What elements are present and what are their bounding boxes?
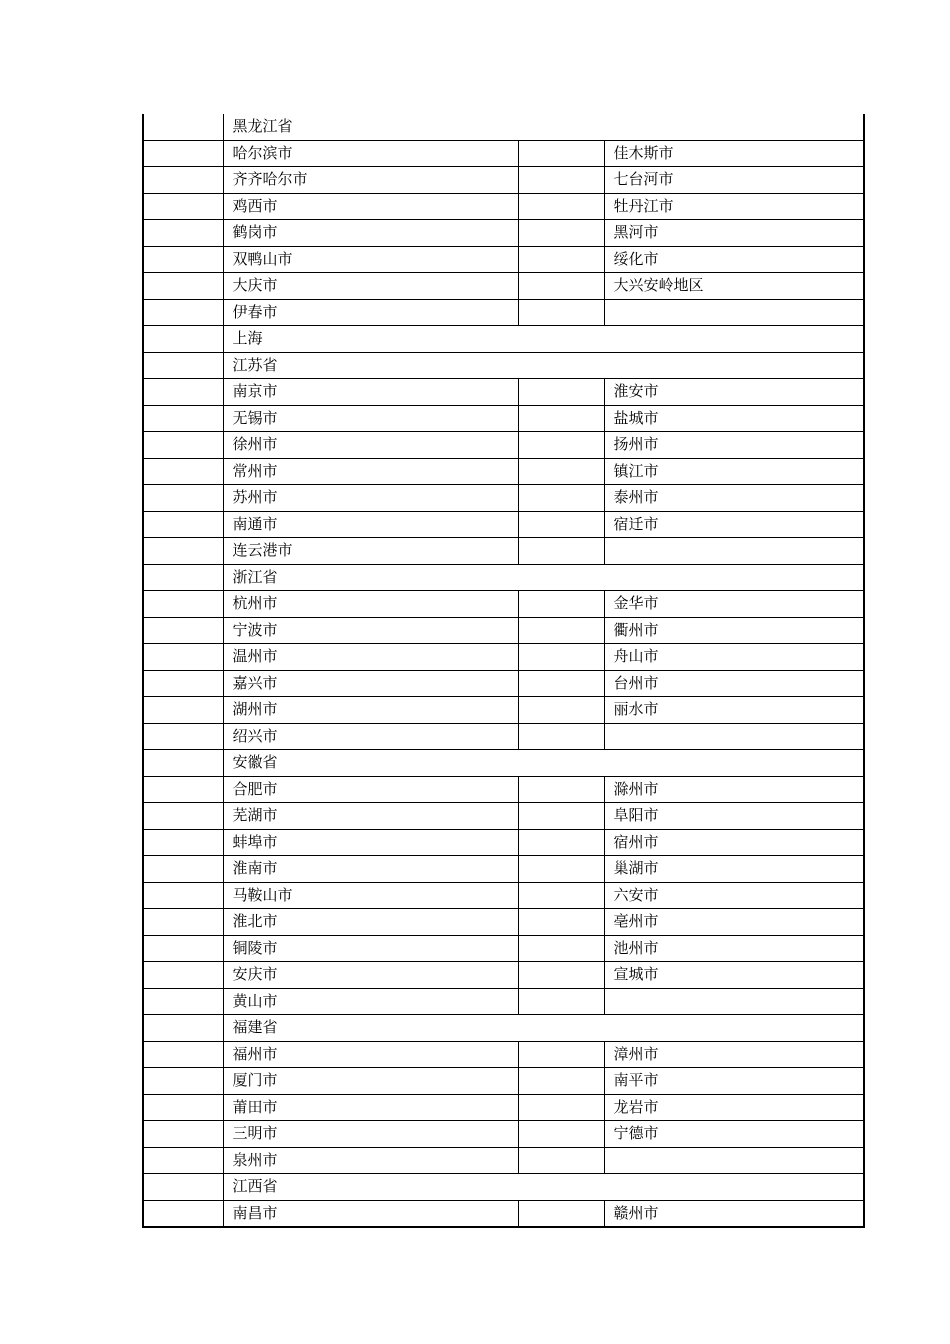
blank-cell <box>143 167 223 194</box>
blank-cell <box>143 882 223 909</box>
city-row <box>143 935 864 962</box>
blank-cell <box>143 273 223 300</box>
blank-cell <box>518 273 604 300</box>
city-row <box>143 776 864 803</box>
city-name-left: 淮南市 <box>223 856 518 883</box>
province-name: 上海 <box>223 326 864 353</box>
blank-cell <box>518 1068 604 1095</box>
blank-cell <box>143 485 223 512</box>
city-name-right: 宿州市 <box>604 829 864 856</box>
blank-cell <box>143 458 223 485</box>
city-name-right <box>604 988 864 1015</box>
city-name-left: 杭州市 <box>223 591 518 618</box>
blank-cell <box>518 591 604 618</box>
city-name-left: 鹤岗市 <box>223 220 518 247</box>
city-name-left: 黄山市 <box>223 988 518 1015</box>
city-name-right: 滁州市 <box>604 776 864 803</box>
city-row <box>143 193 864 220</box>
city-name-right: 宿迁市 <box>604 511 864 538</box>
city-name-left: 合肥市 <box>223 776 518 803</box>
city-name-right: 泰州市 <box>604 485 864 512</box>
city-name-right: 衢州市 <box>604 617 864 644</box>
blank-cell <box>518 485 604 512</box>
blank-cell <box>143 352 223 379</box>
blank-cell <box>518 1121 604 1148</box>
city-row <box>143 882 864 909</box>
city-name-left: 无锡市 <box>223 405 518 432</box>
blank-cell <box>518 1147 604 1174</box>
city-row <box>143 856 864 883</box>
city-row <box>143 273 864 300</box>
blank-cell <box>143 140 223 167</box>
blank-cell <box>518 803 604 830</box>
blank-cell <box>143 988 223 1015</box>
city-name-right: 亳州市 <box>604 909 864 936</box>
province-name: 江苏省 <box>223 352 864 379</box>
city-name-right: 绥化市 <box>604 246 864 273</box>
city-name-right <box>604 1147 864 1174</box>
city-name-left: 大庆市 <box>223 273 518 300</box>
city-name-right: 漳州市 <box>604 1041 864 1068</box>
blank-cell <box>143 644 223 671</box>
city-row <box>143 485 864 512</box>
blank-cell <box>143 697 223 724</box>
city-name-left: 福州市 <box>223 1041 518 1068</box>
province-name: 福建省 <box>223 1015 864 1042</box>
blank-cell <box>143 1147 223 1174</box>
city-row <box>143 140 864 167</box>
city-name-left: 伊春市 <box>223 299 518 326</box>
city-row <box>143 962 864 989</box>
city-name-left: 铜陵市 <box>223 935 518 962</box>
city-row <box>143 1121 864 1148</box>
city-name-right: 金华市 <box>604 591 864 618</box>
blank-cell <box>518 1041 604 1068</box>
blank-cell <box>143 246 223 273</box>
city-name-left: 苏州市 <box>223 485 518 512</box>
blank-cell <box>518 167 604 194</box>
city-name-left: 绍兴市 <box>223 723 518 750</box>
blank-cell <box>143 299 223 326</box>
blank-cell <box>143 909 223 936</box>
city-name-right: 宁德市 <box>604 1121 864 1148</box>
province-row <box>143 750 864 777</box>
blank-cell <box>143 1174 223 1201</box>
province-name: 江西省 <box>223 1174 864 1201</box>
city-row <box>143 1147 864 1174</box>
city-name-left: 鸡西市 <box>223 193 518 220</box>
city-name-right: 扬州市 <box>604 432 864 459</box>
city-name-right: 盐城市 <box>604 405 864 432</box>
blank-cell <box>143 405 223 432</box>
blank-cell <box>143 538 223 565</box>
city-row <box>143 246 864 273</box>
city-row <box>143 1041 864 1068</box>
city-row <box>143 432 864 459</box>
city-name-left: 南京市 <box>223 379 518 406</box>
blank-cell <box>143 326 223 353</box>
blank-cell <box>518 644 604 671</box>
blank-cell <box>518 511 604 538</box>
blank-cell <box>518 1094 604 1121</box>
blank-cell <box>518 829 604 856</box>
province-row <box>143 1174 864 1201</box>
city-row <box>143 670 864 697</box>
blank-cell <box>143 856 223 883</box>
city-row <box>143 1094 864 1121</box>
blank-cell <box>518 988 604 1015</box>
city-name-right: 南平市 <box>604 1068 864 1095</box>
blank-cell <box>518 962 604 989</box>
city-name-right: 大兴安岭地区 <box>604 273 864 300</box>
blank-cell <box>143 1121 223 1148</box>
blank-cell <box>143 114 223 140</box>
blank-cell <box>143 935 223 962</box>
blank-cell <box>518 193 604 220</box>
city-name-right: 龙岩市 <box>604 1094 864 1121</box>
city-name-right: 台州市 <box>604 670 864 697</box>
city-name-left: 蚌埠市 <box>223 829 518 856</box>
city-name-right: 镇江市 <box>604 458 864 485</box>
city-name-right: 丽水市 <box>604 697 864 724</box>
blank-cell <box>143 432 223 459</box>
blank-cell <box>143 1200 223 1227</box>
city-row <box>143 511 864 538</box>
province-row <box>143 352 864 379</box>
city-name-left: 湖州市 <box>223 697 518 724</box>
blank-cell <box>143 511 223 538</box>
blank-cell <box>143 670 223 697</box>
province-name: 浙江省 <box>223 564 864 591</box>
blank-cell <box>518 935 604 962</box>
city-name-left: 泉州市 <box>223 1147 518 1174</box>
city-name-left: 温州市 <box>223 644 518 671</box>
blank-cell <box>143 1068 223 1095</box>
blank-cell <box>518 1200 604 1227</box>
blank-cell <box>518 379 604 406</box>
blank-cell <box>143 829 223 856</box>
blank-cell <box>518 776 604 803</box>
region-table <box>142 114 865 1228</box>
blank-cell <box>143 564 223 591</box>
city-row <box>143 458 864 485</box>
blank-cell <box>518 220 604 247</box>
city-name-right: 六安市 <box>604 882 864 909</box>
blank-cell <box>143 379 223 406</box>
city-row <box>143 405 864 432</box>
city-row <box>143 988 864 1015</box>
city-name-right: 赣州市 <box>604 1200 864 1227</box>
blank-cell <box>518 140 604 167</box>
blank-cell <box>143 1015 223 1042</box>
blank-cell <box>143 591 223 618</box>
city-name-left: 哈尔滨市 <box>223 140 518 167</box>
city-row <box>143 538 864 565</box>
blank-cell <box>143 617 223 644</box>
blank-cell <box>518 882 604 909</box>
city-name-right: 七台河市 <box>604 167 864 194</box>
blank-cell <box>518 299 604 326</box>
city-row <box>143 909 864 936</box>
city-name-right <box>604 538 864 565</box>
blank-cell <box>518 723 604 750</box>
city-name-left: 双鸭山市 <box>223 246 518 273</box>
city-row <box>143 697 864 724</box>
city-row <box>143 220 864 247</box>
city-name-right: 牡丹江市 <box>604 193 864 220</box>
city-row <box>143 723 864 750</box>
city-row <box>143 1200 864 1227</box>
blank-cell <box>518 458 604 485</box>
blank-cell <box>518 246 604 273</box>
blank-cell <box>518 538 604 565</box>
city-row <box>143 379 864 406</box>
blank-cell <box>518 405 604 432</box>
province-row <box>143 564 864 591</box>
city-name-right: 淮安市 <box>604 379 864 406</box>
blank-cell <box>518 617 604 644</box>
city-name-right: 巢湖市 <box>604 856 864 883</box>
city-name-left: 淮北市 <box>223 909 518 936</box>
city-name-left: 嘉兴市 <box>223 670 518 697</box>
city-name-left: 芜湖市 <box>223 803 518 830</box>
city-name-left: 南通市 <box>223 511 518 538</box>
city-name-right: 黑河市 <box>604 220 864 247</box>
blank-cell <box>143 220 223 247</box>
blank-cell <box>143 803 223 830</box>
province-row <box>143 326 864 353</box>
city-name-right <box>604 299 864 326</box>
blank-cell <box>143 750 223 777</box>
city-name-right: 宣城市 <box>604 962 864 989</box>
blank-cell <box>143 723 223 750</box>
city-name-right <box>604 723 864 750</box>
blank-cell <box>143 193 223 220</box>
region-table-container <box>142 114 863 1228</box>
province-row <box>143 1015 864 1042</box>
city-name-left: 徐州市 <box>223 432 518 459</box>
city-row <box>143 1068 864 1095</box>
city-name-left: 厦门市 <box>223 1068 518 1095</box>
city-name-right: 佳木斯市 <box>604 140 864 167</box>
city-name-right: 舟山市 <box>604 644 864 671</box>
city-name-right: 阜阳市 <box>604 803 864 830</box>
blank-cell <box>143 1094 223 1121</box>
blank-cell <box>518 432 604 459</box>
city-name-left: 安庆市 <box>223 962 518 989</box>
blank-cell <box>518 856 604 883</box>
city-row <box>143 617 864 644</box>
city-row <box>143 167 864 194</box>
city-name-left: 宁波市 <box>223 617 518 644</box>
blank-cell <box>143 962 223 989</box>
blank-cell <box>143 776 223 803</box>
city-name-left: 齐齐哈尔市 <box>223 167 518 194</box>
blank-cell <box>518 697 604 724</box>
province-row <box>143 114 864 140</box>
city-name-left: 常州市 <box>223 458 518 485</box>
city-row <box>143 803 864 830</box>
city-row <box>143 644 864 671</box>
city-row <box>143 299 864 326</box>
city-row <box>143 829 864 856</box>
city-name-left: 南昌市 <box>223 1200 518 1227</box>
province-name: 黑龙江省 <box>223 114 864 140</box>
blank-cell <box>143 1041 223 1068</box>
city-name-left: 马鞍山市 <box>223 882 518 909</box>
city-name-left: 连云港市 <box>223 538 518 565</box>
city-name-left: 三明市 <box>223 1121 518 1148</box>
blank-cell <box>518 909 604 936</box>
province-name: 安徽省 <box>223 750 864 777</box>
city-name-left: 莆田市 <box>223 1094 518 1121</box>
blank-cell <box>518 670 604 697</box>
region-table-body <box>143 114 864 1227</box>
city-name-right: 池州市 <box>604 935 864 962</box>
city-row <box>143 591 864 618</box>
